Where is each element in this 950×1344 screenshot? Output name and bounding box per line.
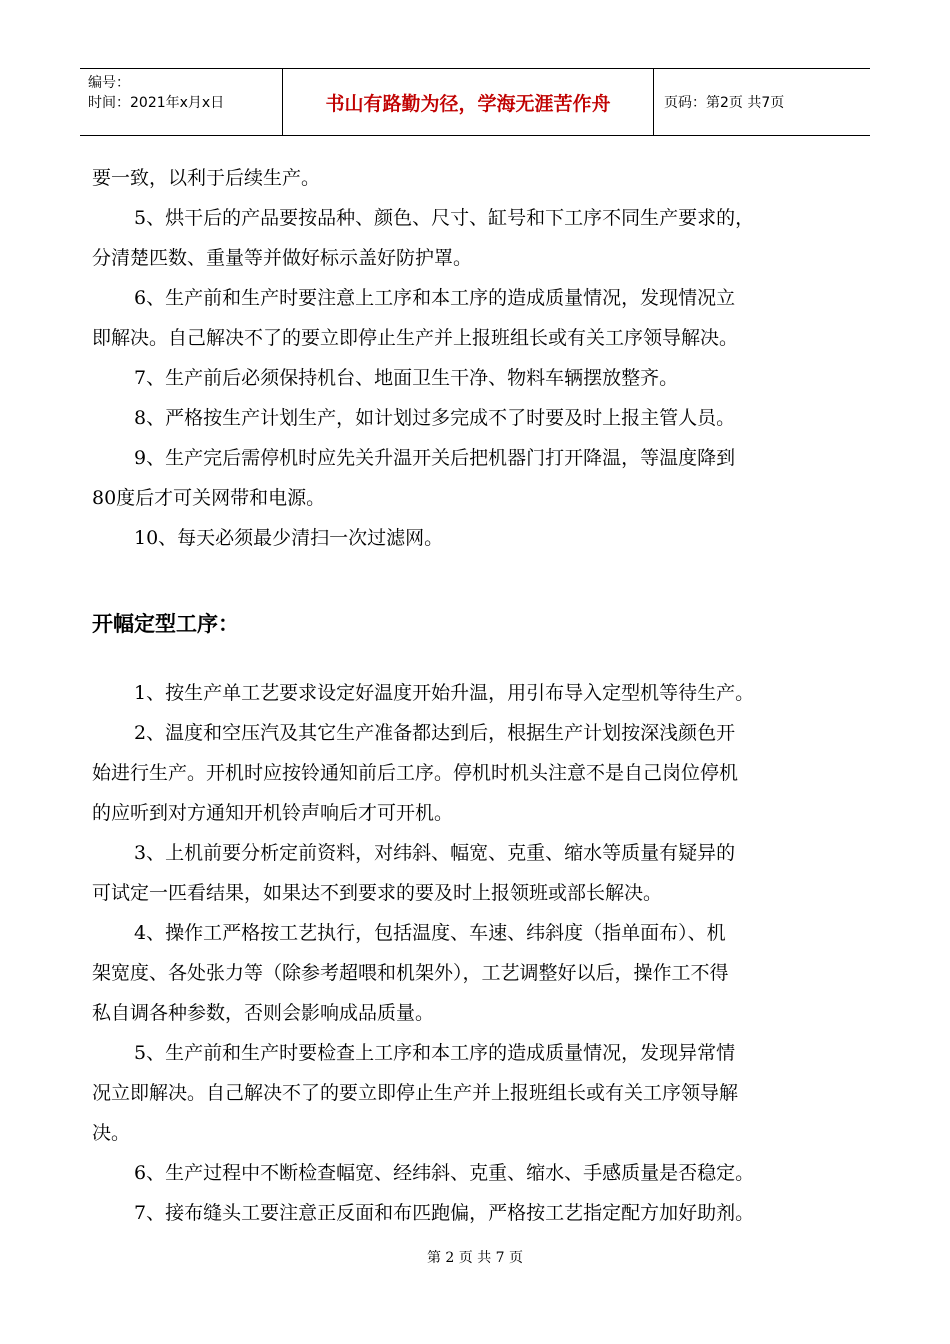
section-stentering-rules bbox=[92, 673, 860, 1233]
paragraph-line: 分清楚匹数、重量等并做好标示盖好防护罩。 bbox=[92, 247, 473, 269]
paragraph-line: 2、温度和空压汽及其它生产准备都达到后，根据生产计划按深浅颜色开 bbox=[134, 722, 736, 744]
paragraph-line: 9、生产完后需停机时应先关升温开关后把机器门打开降温，等温度降到 bbox=[134, 447, 736, 469]
header-motto: 书山有路勤为径，学海无涯苦作舟 bbox=[283, 69, 654, 135]
paragraph-line: 始进行生产。开机时应按铃通知前后工序。停机时机头注意不是自己岗位停机 bbox=[92, 762, 739, 784]
paragraph-line: 5、烘干后的产品要按品种、颜色、尺寸、缸号和下工序不同生产要求的， bbox=[134, 207, 755, 229]
paragraph-line: 80度后才可关网带和电源。 bbox=[92, 487, 326, 509]
page-header bbox=[80, 68, 870, 136]
paragraph-line: 决。 bbox=[92, 1122, 131, 1144]
number-label: 编号： bbox=[88, 75, 130, 91]
paragraph-line: 10、每天必须最少清扫一次过滤网。 bbox=[134, 527, 444, 549]
paragraph-line: 7、接布缝头工要注意正反面和布匹跑偏，严格按工艺指定配方加好助剂。 bbox=[134, 1202, 755, 1224]
paragraph-line: 6、生产过程中不断检查幅宽、经纬斜、克重、缩水、手感质量是否稳定。 bbox=[134, 1162, 755, 1184]
paragraph-line: 8、严格按生产计划生产，如计划过多完成不了时要及时上报主管人员。 bbox=[134, 407, 736, 429]
paragraph-line: 1、按生产单工艺要求设定好温度开始升温，用引布导入定型机等待生产。 bbox=[134, 682, 755, 704]
paragraph-line: 3、上机前要分析定前资料，对纬斜、幅宽、克重、缩水等质量有疑异的 bbox=[134, 842, 736, 864]
header-meta bbox=[80, 69, 283, 135]
paragraph-line: 5、生产前和生产时要检查上工序和本工序的造成质量情况，发现异常情 bbox=[134, 1042, 736, 1064]
paragraph-line: 私自调各种参数，否则会影响成品质量。 bbox=[92, 1002, 435, 1024]
paragraph-line: 可试定一匹看结果，如果达不到要求的要及时上报领班或部长解决。 bbox=[92, 882, 663, 904]
paragraph-line: 6、生产前和生产时要注意上工序和本工序的造成质量情况，发现情况立 bbox=[134, 287, 736, 309]
paragraph-line: 架宽度、各处张力等（除参考超喂和机架外），工艺调整好以后，操作工不得 bbox=[92, 962, 729, 984]
header-page-label: 页码：第2页 共7页 bbox=[664, 95, 785, 111]
paragraph-line: 4、操作工严格按工艺执行，包括温度、车速、纬斜度（指单面布）、机 bbox=[134, 922, 726, 944]
section-drying-rules bbox=[92, 158, 860, 558]
paragraph-line: 的应听到对方通知开机铃声响后才可开机。 bbox=[92, 802, 454, 824]
section-title-stentering: 开幅定型工序： bbox=[92, 612, 239, 636]
paragraph-line: 要一致，以利于后续生产。 bbox=[92, 167, 321, 189]
date-label: 时间：2021年x月x日 bbox=[88, 95, 225, 111]
paragraph-line: 7、生产前后必须保持机台、地面卫生干净、物料车辆摆放整齐。 bbox=[134, 367, 679, 389]
page-footer: 第 2 页 共 7 页 bbox=[426, 1250, 524, 1266]
paragraph-line: 即解决。自己解决不了的要立即停止生产并上报班组长或有关工序领导解决。 bbox=[92, 327, 739, 349]
paragraph-line: 况立即解决。自己解决不了的要立即停止生产并上报班组长或有关工序领导解 bbox=[92, 1082, 739, 1104]
